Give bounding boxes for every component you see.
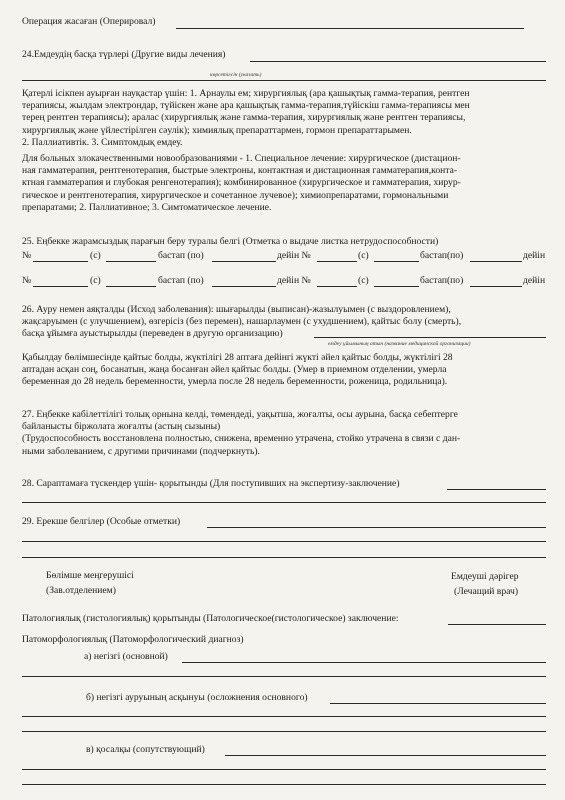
diagnosis-main-field[interactable] (182, 662, 546, 663)
pathology-conclusion-label: Патологиялық (гистологиялық) қорытынды (Патологическое(гистологическое) заключение: (22, 613, 399, 624)
treatment-text-ru: Для больных злокачественными новообразованиями - 1. Специальное лечение: хирургическое (дистацион- ная гамматерапия, рентгенотерапия, быстрые электроны, контактная и дистационная гамматерапия,конта- ктная гамматерапия и глубокая ренгенотерапия); комбинированное (хирургическое и гамматерапия, хирур- гическое и рентгенотерапия, хирургическое и сочетанное лучевое); химиопрепаратами, гормональными препаратами; 2. Паллиативное; 3. Симтоматическое лечение. (22, 153, 461, 213)
diagnosis-main-label: а) негізгі (основной) (84, 651, 168, 662)
row1-since2-field[interactable] (470, 261, 522, 262)
diagnosis-concomitant-field[interactable] (225, 755, 546, 756)
treatment-text-kz: Қатерлі ісікпен ауырған науқастар үшін: 1. Арнаулы ем; хирургиялық (ара қашықтық гамма-терапия, рентген терапиясы, жылдам электрондар, түйіскен және ара қашықтық гамма-терапия,түйіскіш гамма-терапиясы мен терең рентген терапиясы); аралас (хирургиялық және гамма-терапия, хирургиялық және рентген терапиясы, хирургиялық және үйлестірілген сәулік); химиялық препараттармен, гормон препараттарымен. 2. Паллиативтік. 3. Симптомдық емдеу. (22, 88, 470, 148)
attending-doctor-ru: (Лечащий врач) (454, 586, 519, 597)
row1-since-field[interactable] (212, 261, 276, 262)
row1-until-label: дейін № (277, 250, 311, 261)
diagnosis-complications-field-3[interactable] (22, 731, 546, 732)
row2-since-label: бастап (по) (158, 275, 204, 286)
row1-number-field[interactable] (33, 261, 88, 262)
diagnosis-complications-field-2[interactable] (22, 716, 546, 717)
item26-text: 26. Ауру немен аяқталды (Исход заболевания): шығарылды (выписан)-жазылуымен (с выздоровлением), жақсаруымен (с улучшением), өзгерісіз (без перемен), нашарлаумен (с ухудшением), қайтыс болу (смерть), басқа ұйымға ауыстырылды (переведен в другую организацию) (22, 304, 462, 340)
item28-fill-line-2[interactable] (22, 502, 546, 503)
diagnosis-main-field-2[interactable] (22, 676, 546, 677)
row1-since2-label: бастап(по) (420, 250, 464, 261)
head-of-department-kz: Бөлімше меңгерушісі (46, 570, 134, 581)
row1-number-sign: № (22, 250, 32, 261)
row1-number2-field[interactable] (317, 261, 357, 262)
row2-number-field[interactable] (33, 286, 88, 287)
row2-since-field[interactable] (212, 286, 276, 287)
diagnosis-complications-label: б) негізгі ауруының асқынуы (осложнения основного) (86, 692, 308, 703)
item29-fill-line-2[interactable] (22, 541, 546, 542)
row2-number-sign: № (22, 275, 32, 286)
item26-organization-field[interactable] (314, 337, 546, 338)
item24-fill-line-2[interactable] (22, 80, 546, 81)
item29-fill-line-3[interactable] (22, 557, 546, 558)
diagnosis-concomitant-label: в) қосалқы (сопутствующий) (86, 744, 205, 755)
row1-from-field[interactable] (106, 261, 156, 262)
row2-from2-field[interactable] (374, 286, 419, 287)
row2-since2-label: бастап(по) (420, 275, 464, 286)
diagnosis-complications-field[interactable] (330, 703, 546, 704)
attending-doctor-kz: Емдеуші дәрігер (451, 571, 519, 582)
item25-label: 25. Еңбекке жарамсыздық парағын беру туралы белгі (Отметка о выдаче листка нетрудоспособности) (22, 236, 439, 247)
item28-label: 28. Сараптамаға түскендер үшін- қорытынды (Для поступивших на экспертизу-заключение) (22, 478, 400, 489)
operation-fill-line[interactable] (176, 28, 524, 29)
row2-number2-field[interactable] (317, 286, 357, 287)
item24-fill-line[interactable] (250, 61, 546, 62)
row2-from-label: (с) (90, 275, 101, 286)
item24-label: 24.Емдеудің басқа түрлері (Другие виды лечения) (22, 49, 226, 60)
row1-from-label: (с) (90, 250, 101, 261)
row1-since-label: бастап (по) (158, 250, 204, 261)
diagnosis-concomitant-field-2[interactable] (22, 769, 546, 770)
item26-text-2: Қабылдау бөлімшесінде қайтыс болды, жүктілігі 28 аптаға дейінгі жүкті әйел қайтыс болды, жүктілігі 28 аптадан асқан соң, босанатын, жаңа босанған әйел қайтыс болды. (Умер в приемном отделении, умерла беременная до 28 недель беременности, умерла после 28 недель беременности, роженица, родильница). (22, 352, 453, 388)
pathology-conclusion-field[interactable] (448, 624, 546, 625)
operation-label: Операция жасаған (Оперировал) (22, 16, 156, 27)
item29-fill-line[interactable] (207, 527, 546, 528)
row2-until-label: дейін № (277, 275, 311, 286)
row2-from-field[interactable] (106, 286, 156, 287)
item26-hint: емдеу ұйымының атын (название медицинской организации) (328, 341, 471, 347)
row1-until2-label: дейін (523, 250, 546, 261)
head-of-department-ru: (Зав.отделением) (46, 585, 116, 596)
row1-from2-field[interactable] (374, 261, 419, 262)
item24-hint: көрсетілсін (указать) (210, 72, 262, 78)
diagnosis-concomitant-field-3[interactable] (22, 784, 546, 785)
pathomorphological-diagnosis-label: Патоморфологиялық (Патоморфологический диагноз) (22, 634, 244, 645)
item28-fill-line[interactable] (447, 489, 546, 490)
item27-text: 27. Еңбекке кабілеттілігі толық орнына келді, төмендеді, уақытша, жоғалты, осы аурына, басқа себептерге байланысты біржолата жоғалты (астың сызыны) (Трудоспособность восстановлена полностью, снижена, временно утрачена, стойко утрачена в связи с дан- ными заболеванием, с другими причинами (подчеркнуть). (22, 409, 461, 457)
row1-from2-label: (с) (358, 250, 369, 261)
row2-until2-label: дейін (523, 275, 546, 286)
item29-label: 29. Ерекше белгілер (Особые отметки) (22, 516, 181, 527)
row2-from2-label: (с) (358, 275, 369, 286)
row2-since2-field[interactable] (470, 286, 522, 287)
